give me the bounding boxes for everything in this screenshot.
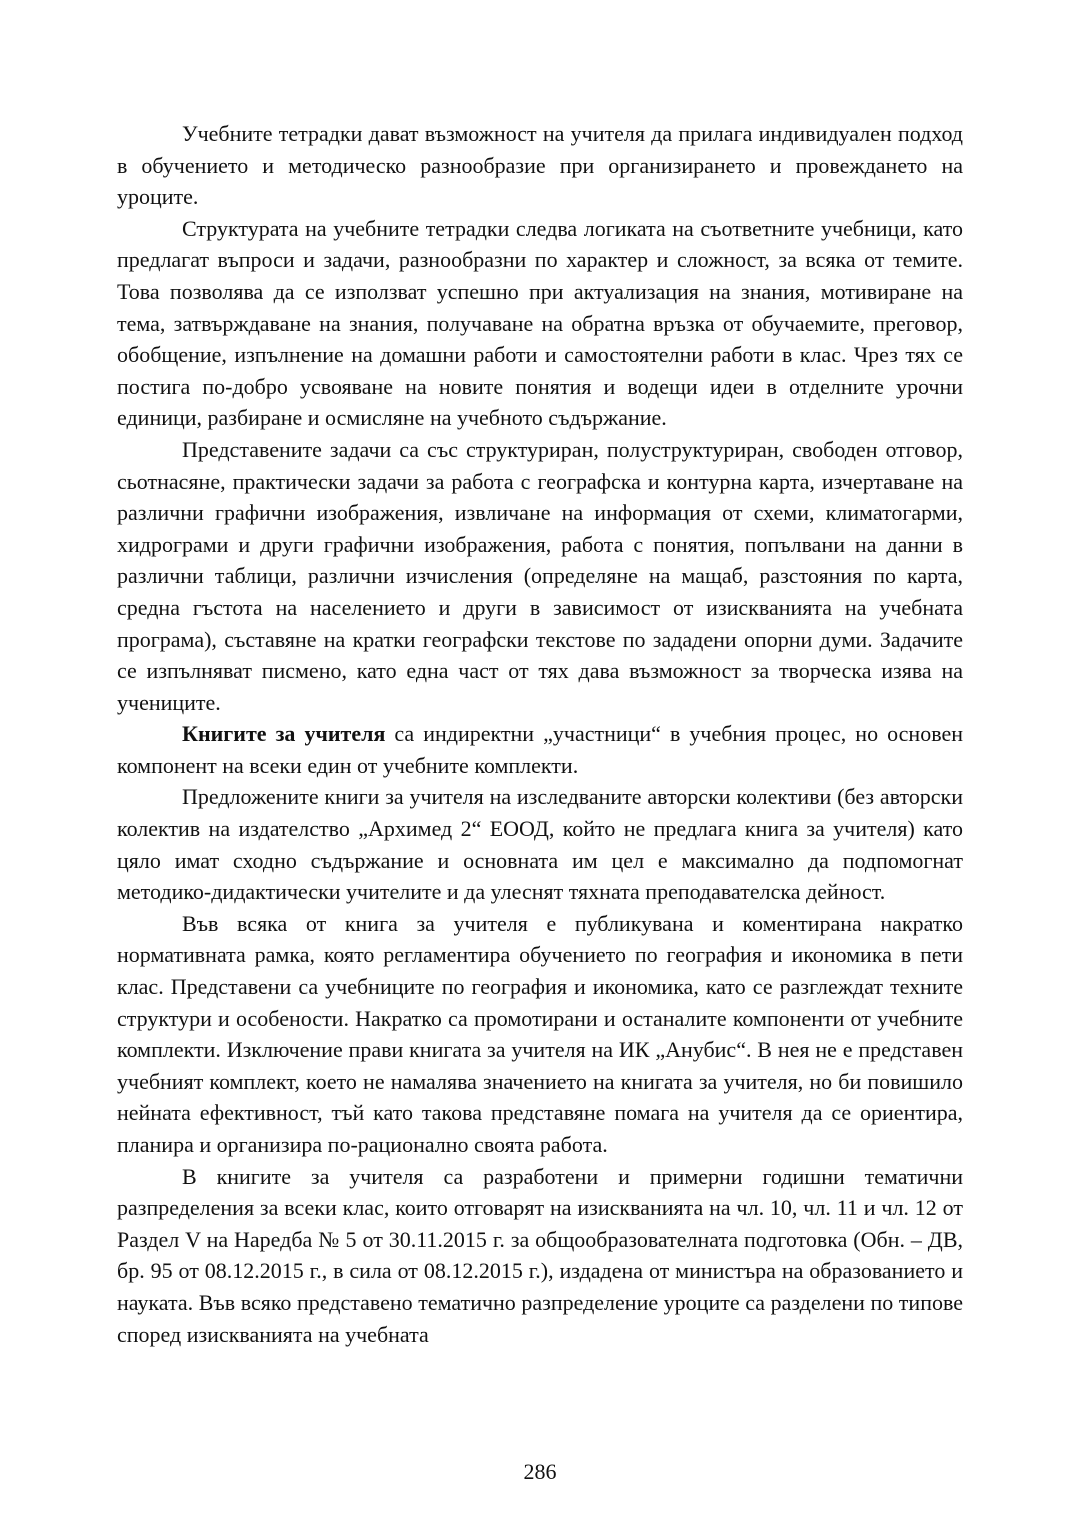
paragraph-text: В книгите за учителя са разработени и примерни годишни тематични разпределения за всеки клас, които отговарят на изискванията на чл. 10, чл. 11 и чл. 12 от Раздел V на Наредба № 5 от 30.11.2015 г. за общообразователната подготовка (Обн. – ДВ, бр. 95 от 08.12.2015 г., в сила от 08.12.2015 г.), издадена от министъра на образованието и науката. Във всяко представено тематично разпределение уроците са разделени по типове според изискванията на учебната [117,1163,963,1347]
paragraph-text: Представените задачи са със структуриран, полуструктуриран, свободен отговор, сьотнасяне, практически задачи за работа с географска и контурна карта, изчертаване на различни графични изображения, извличане на информация от схеми, климатогарми, хидрограми и други графични изображения, работа с понятия, попълвани на данни в различни таблици, различни изчисления (определяне на мащаб, разстояния по карта, средна гъстота на населението и други в зависимост от изискванията на учебната програма), съставяне на кратки географски текстове по зададени опорни думи. Задачите се изпълняват писмено, като една част от тях дава възможност за творческа изява на учениците. [117,436,963,715]
paragraph-normative-framework [117,908,963,1161]
paragraph-thematic-plans [117,1161,963,1351]
paragraph-task-types [117,434,963,718]
paragraph-proposed-books [117,781,963,907]
paragraph-lead-bold: Книгите за учителя [182,721,386,747]
paragraph-text: Учебните тетрадки дават възможност на учителя да прилага индивидуален подход в обучението и методическо разнообразие при организирането и провеждането на уроците. [117,121,963,210]
paragraph-workbooks-intro [117,118,963,213]
paragraph-text: Предложените книги за учителя на изследваните авторски колективи (без авторски колектив на издателство „Архимед 2“ ЕООД, който не предлага книга за учителя) като цяло имат сходно съдържание и основната им цел е максимално да подпомогнат методико-дидактически учителите и да улеснят тяхната преподавателска дейност. [117,784,963,905]
page-number: 286 [523,1459,557,1484]
paragraph-text: Във всяка от книга за учителя е публикувана и коментирана накратко нормативната рамка, която регламентира обучението по география и икономика в пети клас. Представени са учебниците по география и икономика, като се разглеждат техните структури и особености. Накратко са промотирани и останалите компоненти от учебните комплекти. Изключение прави книгата за учителя на ИК „Анубис“. В нея не е представен учебният комплект, което не намалява значението на книгата за учителя, но би повишило нейната ефективност, тъй като такова представяне помага на учителя да се ориентира, планира и организира по-рационално своята работа. [117,910,963,1157]
paragraph-teacher-books [117,718,963,781]
paragraph-text: Структурата на учебните тетрадки следва логиката на съответните учебници, като предлагат въпроси и задачи, разнообразни по характер и сложност, за всяка от темите. Това позволява да се използват успешно при актуализация на знания, мотивиране на тема, затвърждаване на знания, получаване на обратна връзка от обучаемите, преговор, обобщение, изпълнение на домашни работи и самостоятелни работи в клас. Чрез тях се постига по-добро усвояване на новите понятия и водещи идеи в отделните урочни единици, разбиране и осмисляне на учебното съдържание. [117,215,963,431]
paragraph-text: са индиректни „участници“ в учебния процес, но основен компонент на всеки един от учебните комплекти. [117,721,963,778]
document-body [117,118,963,1350]
paragraph-workbooks-structure [117,213,963,434]
